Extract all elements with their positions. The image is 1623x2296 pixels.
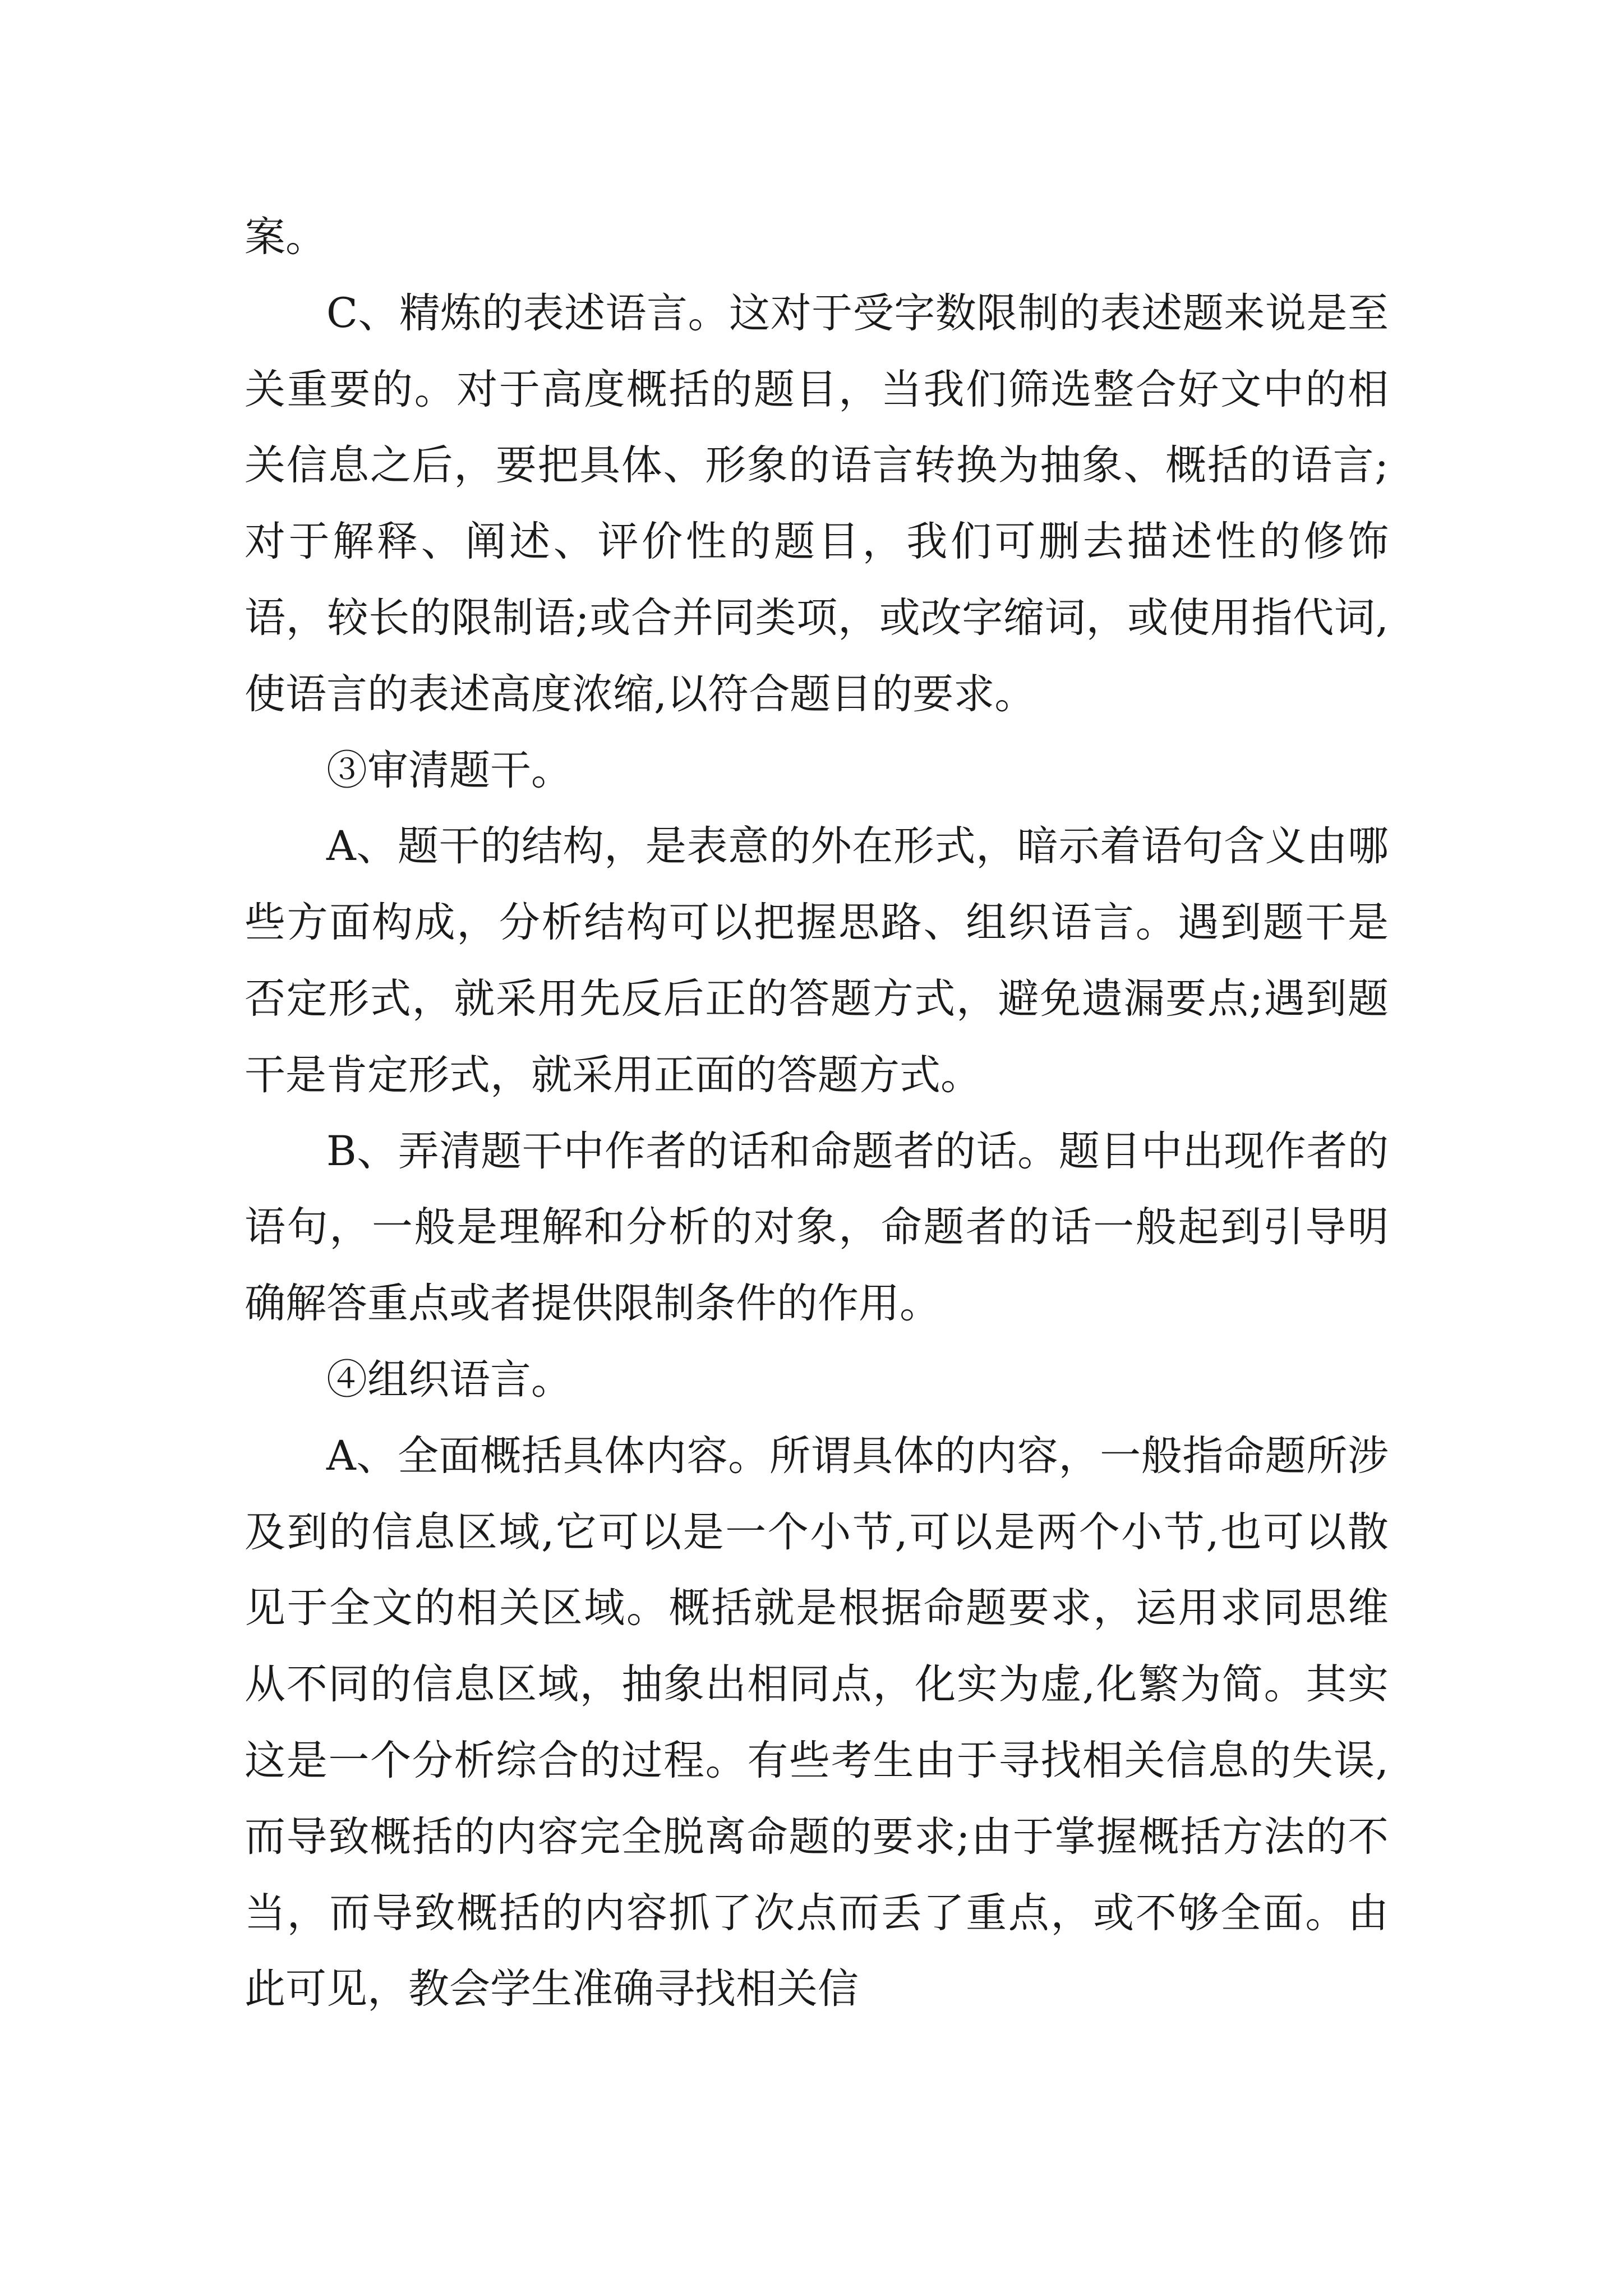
paragraph-c-concise-language: C、精炼的表述语言。这对于受字数限制的表述题来说是至关重要的。对于高度概括的题目，当我们筛选整合好文中的相关信息之后，要把具体、形象的语言转换为抽象、概括的语言;对于解释、阐述、评价性的题目，我们可删去描述性的修饰语，较长的限制语;或合并同类项，或改字缩词，或使用指代词,使语言的表述高度浓缩,以符合题目的要求。	[245, 289, 1389, 718]
section-heading-4: ④组织语言。	[326, 1355, 572, 1404]
paragraph-b-author-vs-examiner: B、弄清题干中作者的话和命题者的话。题目中出现作者的语句，一般是理解和分析的对象，命题者的话一般起到引导明确解答重点或者提供限制条件的作用。	[245, 1127, 1389, 1328]
document-body	[245, 199, 1389, 2027]
paragraph-a-stem-structure: A、题干的结构，是表意的外在形式，暗示着语句含义由哪些方面构成，分析结构可以把握思路、组织语言。遇到题干是否定形式，就采用先反后正的答题方式，避免遗漏要点;遇到题干是肯定形式，就采用正面的答题方式。	[245, 822, 1389, 1099]
paragraph-a-summarize-content: A、全面概括具体内容。所谓具体的内容，一般指命题所涉及到的信息区域,它可以是一个小节,可以是两个小节,也可以散见于全文的相关区域。概括就是根据命题要求，运用求同思维从不同的信息区域，抽象出相同点，化实为虚,化繁为简。其实这是一个分析综合的过程。有些考生由于寻找相关信息的失误,而导致概括的内容完全脱离命题的要求;由于掌握概括方法的不当，而导致概括的内容抓了次点而丢了重点，或不够全面。由此可见，教会学生准确寻找相关信	[245, 1432, 1389, 2013]
paragraph-continuation: 案。	[245, 213, 326, 261]
section-heading-3: ③审清题干。	[326, 746, 572, 794]
